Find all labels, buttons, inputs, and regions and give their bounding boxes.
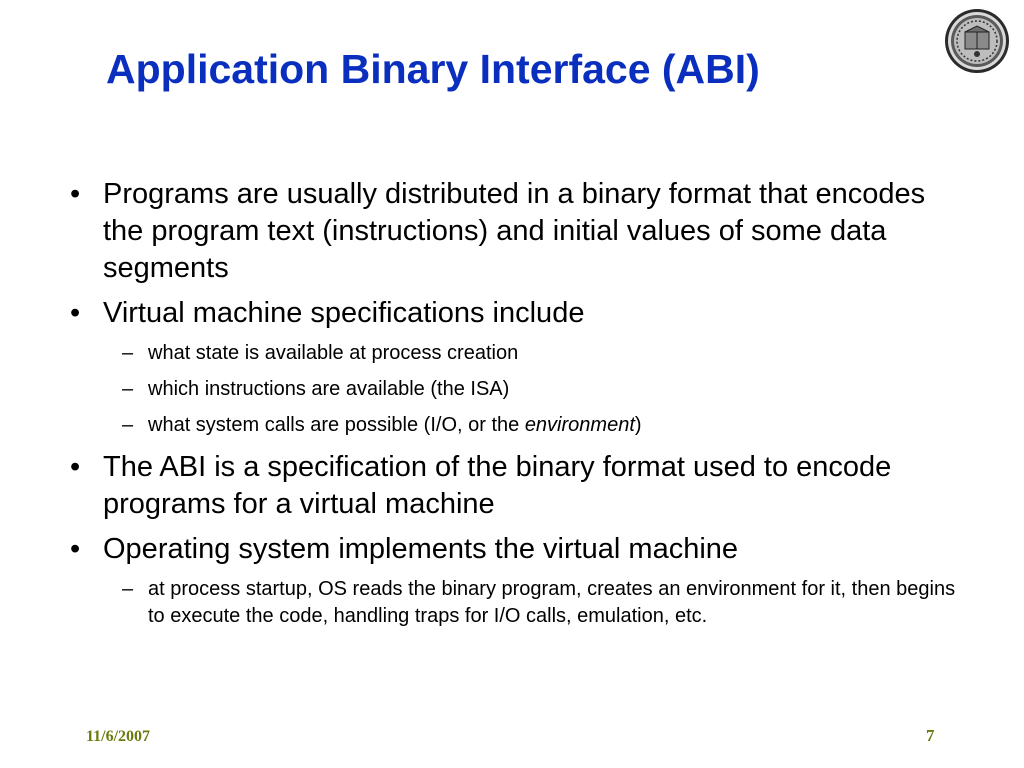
bullet-mark: • [70, 178, 81, 210]
bullet-item [70, 531, 970, 568]
bullet-mark: • [70, 451, 81, 483]
sub-bullet-text: what state is available at process creation [148, 342, 519, 364]
bullet-list [70, 176, 970, 639]
sub-bullet-mark: – [122, 578, 134, 600]
sub-bullet-item [70, 412, 970, 439]
footer-date: 11/6/2007 [86, 728, 151, 745]
sub-bullet-text: which instructions are available (the ISA) [148, 378, 510, 400]
bullet-item [70, 449, 970, 523]
sub-bullet-mark: – [122, 342, 134, 364]
slide-title: Application Binary Interface (ABI) [106, 46, 760, 92]
sub-bullet-item [70, 376, 970, 403]
emphasis-text: environment [524, 414, 635, 436]
sub-bullet-mark: – [122, 378, 134, 400]
bullet-mark: • [70, 297, 81, 329]
bullet-text: The ABI is a specification of the binary format used to encode programs for a virtual machine [103, 451, 892, 520]
university-seal-icon [944, 8, 1010, 74]
sub-bullet-item [70, 576, 970, 630]
page-number: 7 [926, 726, 935, 745]
sub-bullet-text-suffix: ) [634, 414, 642, 436]
bullet-item [70, 176, 970, 287]
sub-bullet-item [70, 340, 970, 367]
sub-bullet-text: at process startup, OS reads the binary program, creates an environment for it, then begins to execute the code, handling traps for I/O calls, emulation, etc. [148, 578, 956, 627]
sub-bullet-text-prefix: what system calls are possible (I/O, or the [148, 414, 525, 436]
bullet-item [70, 295, 970, 332]
bullet-mark: • [70, 533, 81, 565]
bullet-text: Virtual machine specifications include [103, 297, 585, 329]
bullet-text: Programs are usually distributed in a binary format that encodes the program text (instructions) and initial values of some data segments [103, 178, 926, 284]
bullet-text: Operating system implements the virtual machine [103, 533, 739, 565]
sub-bullet-mark: – [122, 414, 134, 436]
